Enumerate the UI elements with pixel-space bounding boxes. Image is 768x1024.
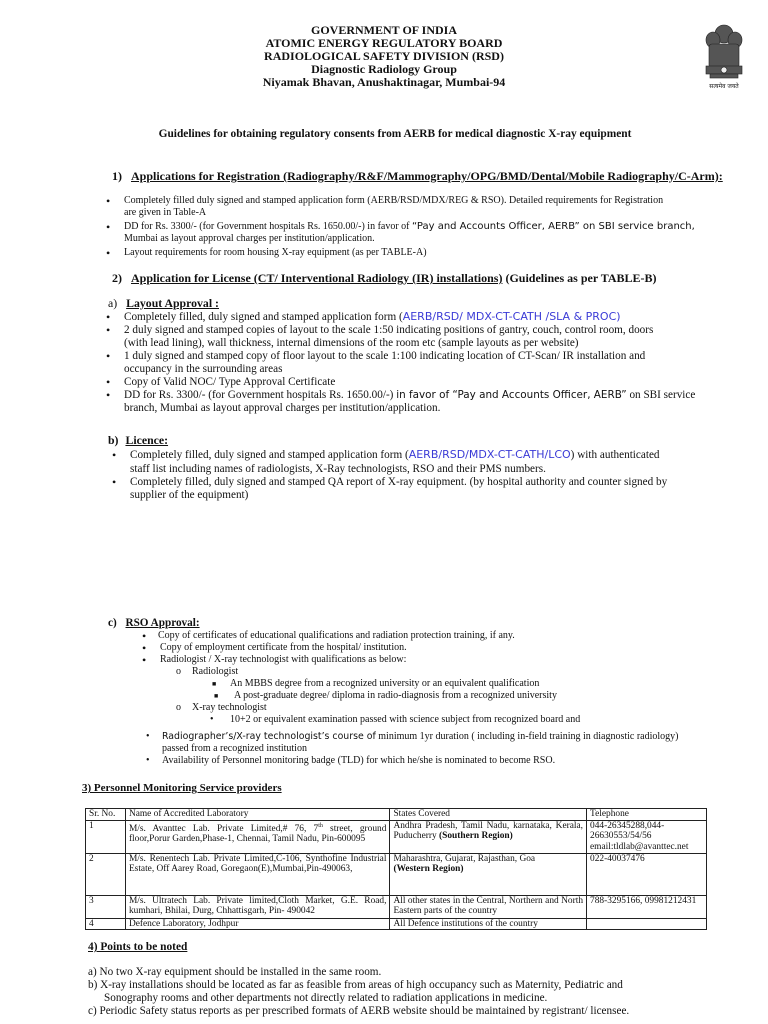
layout-bullet-3: • 1 duly signed and stamped copy of floor layout to the scale 1:100 indicating location of CT-Scan/ IR installation and occupancy in the surrounding areas: [124, 350, 736, 376]
point-a: a) No two X-ray equipment should be installed in the same room.: [88, 966, 382, 978]
rso-sub-technologist-education: • 10+2 or equivalent examination passed with science subject from recognized board and: [210, 714, 581, 725]
section-3-heading: 3) Personnel Monitoring Service providers: [82, 782, 282, 794]
section-1-bullet-1: • Completely filled duly signed and stamped application form (AERB/RSD/MDX/REG & RSO). Detailed requirements for Registration are given in Table-A: [124, 195, 734, 219]
rso-sub-radiologist-pg: ■ A post-graduate degree/ diploma in radio-diagnosis from a recognized university: [214, 690, 557, 701]
header-line-2: ATOMIC ENERGY REGULATORY BOARD: [265, 36, 503, 50]
layout-bullet-4: • Copy of Valid NOC/ Type Approval Certificate: [124, 376, 736, 389]
section-1-title: Applications for Registration (Radiography/R&F/Mammography/OPG/BMD/Dental/Mobile Radiography/C-Arm):: [131, 169, 723, 183]
rso-bullet-1: • Copy of certificates of educational qualifications and radiation protection training, if any.: [160, 630, 736, 642]
licence-bullet-2: • Completely filled, duly signed and stamped QA report of X-ray equipment. (by hospital authority and counter signed by supplier of the equipment): [130, 476, 736, 502]
form-link-lco[interactable]: AERB/RSD/MDX-CT-CATH/LCO: [408, 448, 571, 461]
points-list: [88, 966, 748, 1018]
column-header: Sr. No.: [86, 809, 126, 821]
section-2-heading: [112, 271, 657, 286]
section-4-heading: 4) Points to be noted: [88, 941, 188, 953]
licence-bullet-1: • Completely filled, duly signed and stamped application form (AERB/RSD/MDX-CT-CATH/LCO) with authenticated staff list including names of radiologists, X-Ray technologists, RSO and their PMS numbers.: [130, 448, 736, 476]
table-header-row: [86, 809, 707, 821]
point-b: b) X-ray installations should be located as far as feasible from areas of high occupancy such as Maternity, Pediatric and Sonography rooms and other departments not directly related to radiation applications in medicine.: [88, 979, 623, 1004]
table-row: 2 M/s. Renentech Lab. Private Limited,C-106, Synthofine Industrial Estate, Off Aarey Road, Goregaon(E),Mumbai,Pin-490063, Maharashtra, Gujarat, Rajasthan, Goa (Western Region) 022-40037476: [86, 853, 707, 895]
header-line-4: Diagnostic Radiology Group: [311, 62, 457, 76]
table-row: 4 Defence Laboratory, Jodhpur All Defence institutions of the country: [86, 918, 707, 930]
licence-list: [130, 448, 736, 502]
section-1-bullet-3: • Layout requirements for room housing X-ray equipment (as per TABLE-A): [124, 247, 734, 259]
letterhead: [0, 24, 768, 89]
layout-approval-heading: a) Layout Approval :: [108, 296, 219, 310]
rso-bullet-5: • Availability of Personnel monitoring badge (TLD) for which he/she is nominated to become RSO.: [146, 755, 556, 766]
header-line-3: RADIOLOGICAL SAFETY DIVISION (RSD): [264, 49, 504, 63]
column-header: Telephone: [587, 809, 707, 821]
document-title: Guidelines for obtaining regulatory consents from AERB for medical diagnostic X-ray equipment: [158, 128, 632, 140]
rso-bullet-2: • Copy of employment certificate from the hospital/ institution.: [160, 642, 736, 654]
form-link-sla-proc[interactable]: AERB/RSD/ MDX-CT-CATH /SLA & PROC): [402, 310, 621, 323]
section-1-bullet-2: • DD for Rs. 3300/- (for Government hospitals Rs. 1650.00/-) in favor of “Pay and Accounts Officer, AERB” on SBI service branch, Mumbai as layout approval charges per institution/application.: [124, 221, 734, 245]
pms-providers-table: [85, 808, 707, 930]
email-address: email:tldlab@avanttec.net: [590, 841, 689, 852]
emblem-caption: सत्यमेव जयते: [709, 83, 739, 90]
table-row: 3 M/s. Ultratech Lab. Private limited,Cloth Market, G.E. Road, kumhari, Bhilai, Durg, Chhattisgarh, Pin- 490042 All other states in the Central, Northern and North Eastern parts of the country 788-3295166, 09981212431: [86, 895, 707, 918]
licence-heading: b) Licence:: [108, 433, 169, 447]
layout-bullet-5: • DD for Rs. 3300/- (for Government hospitals Rs. 1650.00/-) in favor of “Pay and Accounts Officer, AERB” on SBI service branch, Mumbai as layout approval charges per institution/application.: [124, 389, 736, 415]
section-1-heading: [112, 169, 723, 184]
section-1-list: [124, 195, 734, 259]
section-2-title: Application for License (CT/ Interventional Radiology (IR) installations): [131, 271, 503, 285]
rso-approval-list: [160, 630, 736, 726]
rso-sub-radiologist-mbbs: ■ An MBBS degree from a recognized university or an equivalent qualification: [212, 678, 540, 689]
rso-bullet-4: • Radiographer’s/X-ray technologist’s course of minimum 1yr duration ( including in-field training in diagnostic radiology) passed from a recognized institution: [146, 731, 679, 754]
header-line-1: GOVERNMENT OF INDIA: [310, 23, 457, 37]
header-line-5: Niyamak Bhavan, Anushaktinagar, Mumbai-94: [262, 75, 506, 89]
layout-approval-list: [124, 310, 736, 415]
section-2-number: 2): [112, 271, 122, 285]
section-2-title-suffix: (Guidelines as per TABLE-B): [502, 271, 657, 285]
layout-bullet-2: • 2 duly signed and stamped copies of layout to the scale 1:50 indicating positions of gantry, couch, control room, doors (with lead lining), wall thickness, internal dimensions of the room etc (sample layouts as per website): [124, 324, 736, 350]
column-header: Name of Accredited Laboratory: [125, 809, 390, 821]
rso-sub-radiologist: o Radiologist: [176, 666, 239, 677]
rso-approval-heading: c) RSO Approval:: [108, 617, 200, 629]
national-emblem-icon: [700, 22, 748, 92]
table-row: 1 M/s. Avanttec Lab. Private Limited,# 76, 7th street, ground floor,Porur Garden,Phase-1, Chennai, Tamil Nadu, Pin-600095 Andhra Pradesh, Tamil Nadu, karnataka, Kerala, Puducherry (Southern Region) 044-26345288,044-26630553/54/56 email:tldlab@avanttec.net: [86, 820, 707, 853]
rso-bullet-3: • Radiologist / X-ray technologist with qualifications as below:: [160, 654, 736, 666]
rso-sub-technologist: o X-ray technologist: [176, 702, 267, 713]
section-1-number: 1): [112, 169, 122, 183]
column-header: States Covered: [390, 809, 587, 821]
layout-bullet-1: • Completely filled, duly signed and stamped application form (AERB/RSD/ MDX-CT-CATH /SLA & PROC): [124, 310, 736, 324]
point-c: c) Periodic Safety status reports as per prescribed formats of AERB website should be maintained by registrant/ licensee.: [88, 1005, 630, 1017]
